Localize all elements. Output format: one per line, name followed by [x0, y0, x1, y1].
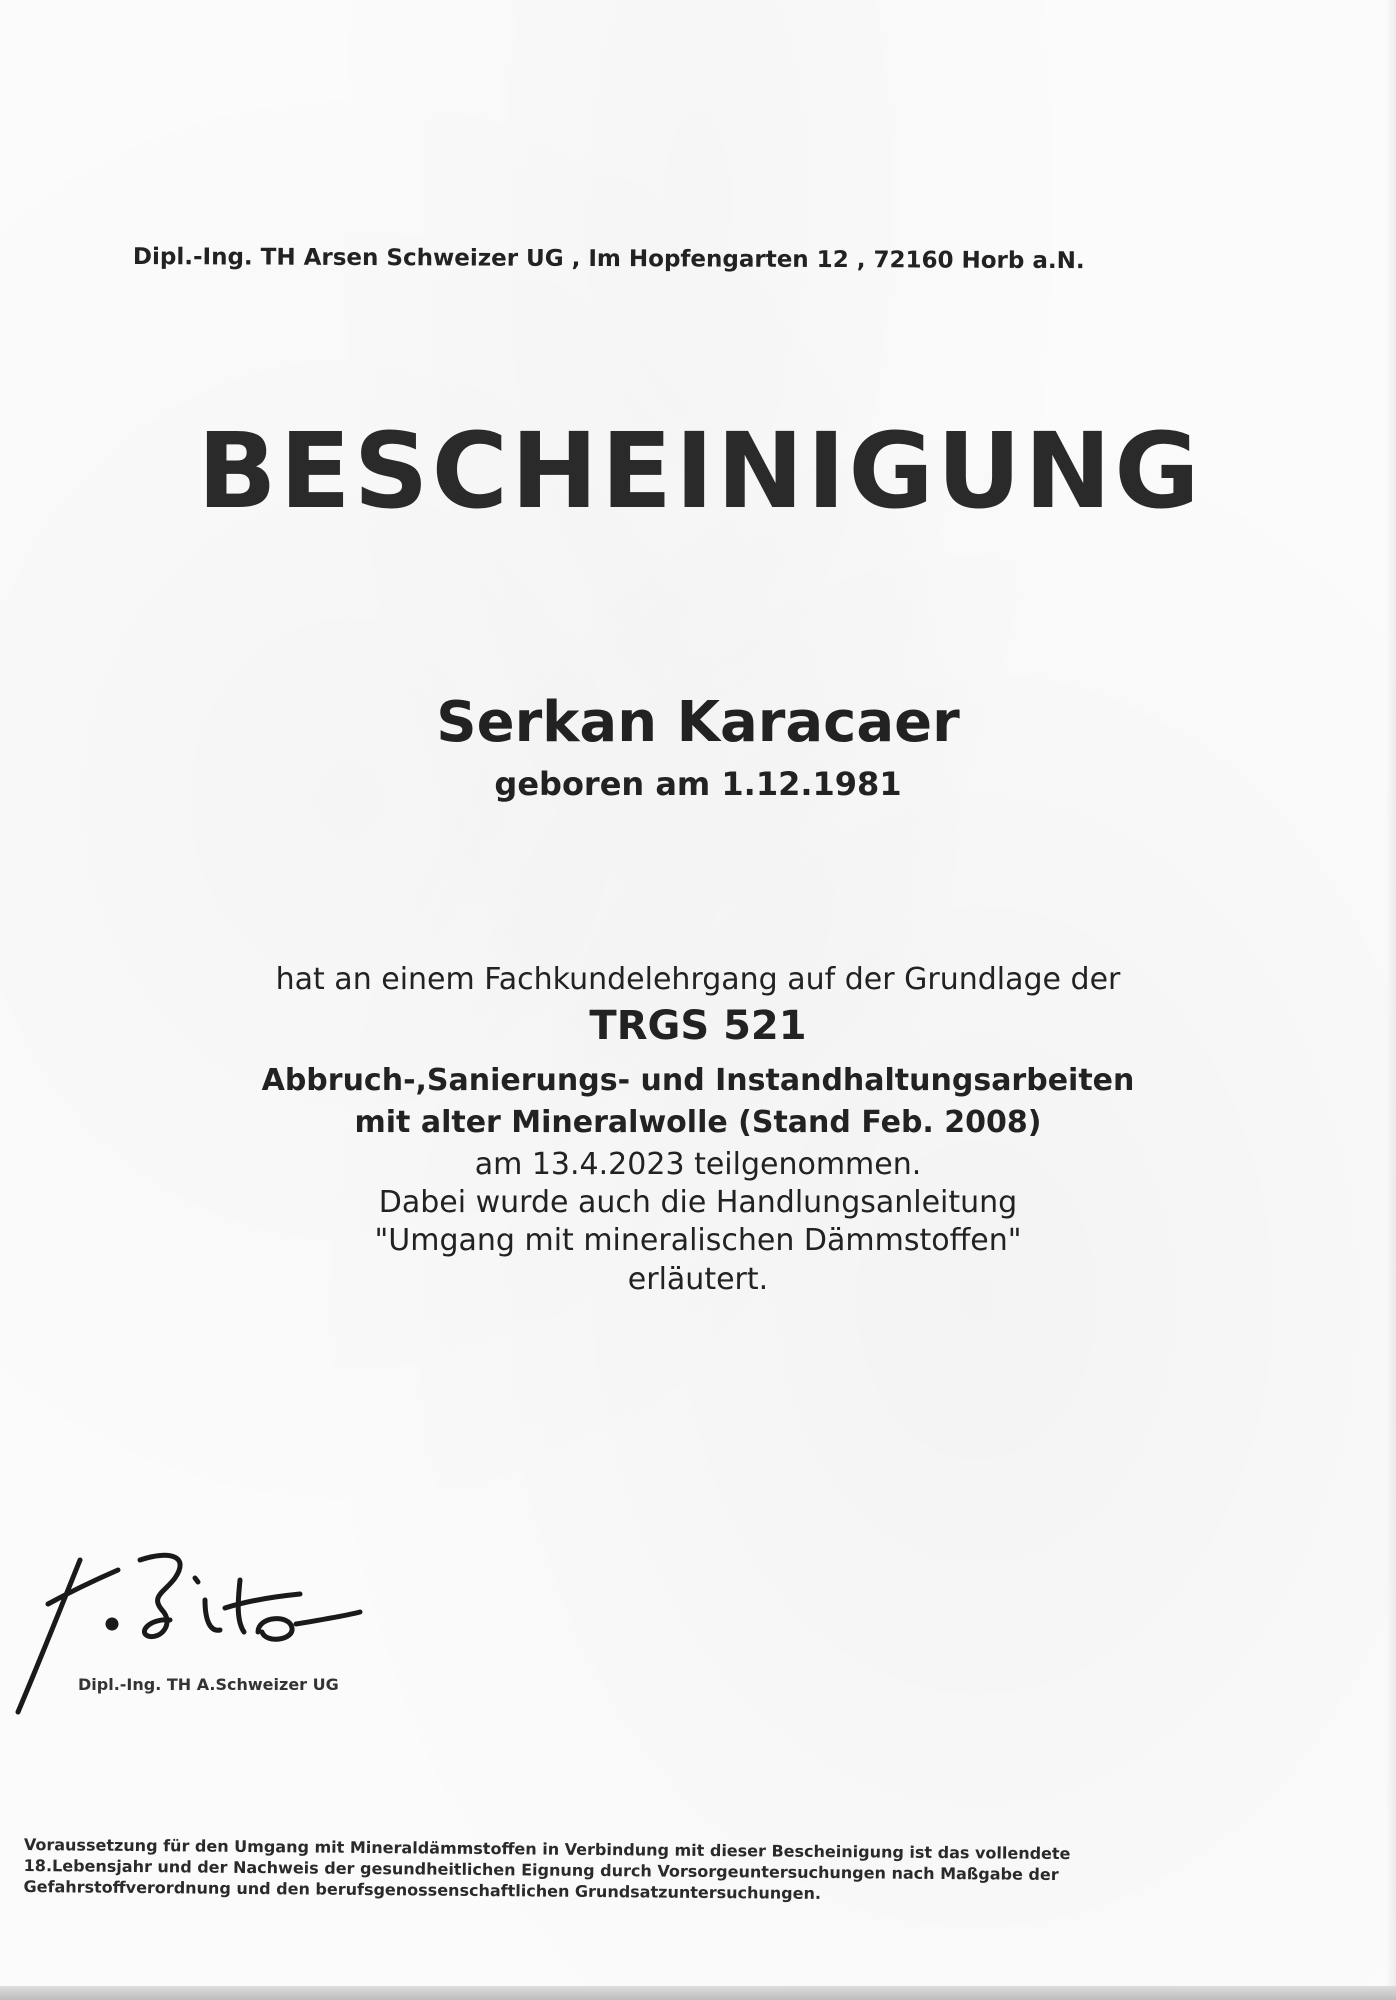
signature-caption: Dipl.-Ing. TH A.Schweizer UG	[78, 1675, 339, 1694]
body-line-course-title: Abbruch-,Sanierungs- und Instandhaltungsarbeiten	[261, 1063, 1135, 1098]
footer-line: 18.Lebensjahr und der Nachweis der gesundheitlichen Eignung durch Vorsorgeuntersuchungen nach Maßgabe der	[23, 1855, 1059, 1885]
recipient-name: Serkan Karacaer	[436, 690, 960, 755]
body-line-regulation: TRGS 521	[589, 1003, 807, 1049]
document-title: BESCHEINIGUNG	[197, 410, 1203, 532]
birth-date-line: geboren am 1.12.1981	[494, 765, 902, 803]
footer-line: Gefahrstoffverordnung und den berufsgenossenschaftlichen Grundsatzuntersuchungen.	[23, 1876, 822, 1903]
body-line-guidance-title: "Umgang mit mineralischen Dämmstoffen"	[374, 1223, 1022, 1258]
body-line-explained: erläutert.	[627, 1262, 769, 1297]
footer-line: Voraussetzung für den Umgang mit Mineraldämmstoffen in Verbindung mit dieser Bescheinigung ist das vollendete	[23, 1835, 1071, 1864]
body-line-course-subtitle: mit alter Mineralwolle (Stand Feb. 2008)	[354, 1105, 1042, 1140]
paper-edge-shadow	[1386, 0, 1396, 2000]
footer-note	[23, 1834, 1264, 1908]
body-line-guidance: Dabei wurde auch die Handlungsanleitung	[378, 1185, 1018, 1220]
issuer-address: Dipl.-Ing. TH Arsen Schweizer UG , Im Hopfengarten 12 , 72160 Horb a.N.	[132, 244, 1085, 275]
body-line-date: am 13.4.2023 teilgenommen.	[474, 1147, 922, 1182]
body-line-intro: hat an einem Fachkundelehrgang auf der Grundlage der	[275, 962, 1121, 997]
